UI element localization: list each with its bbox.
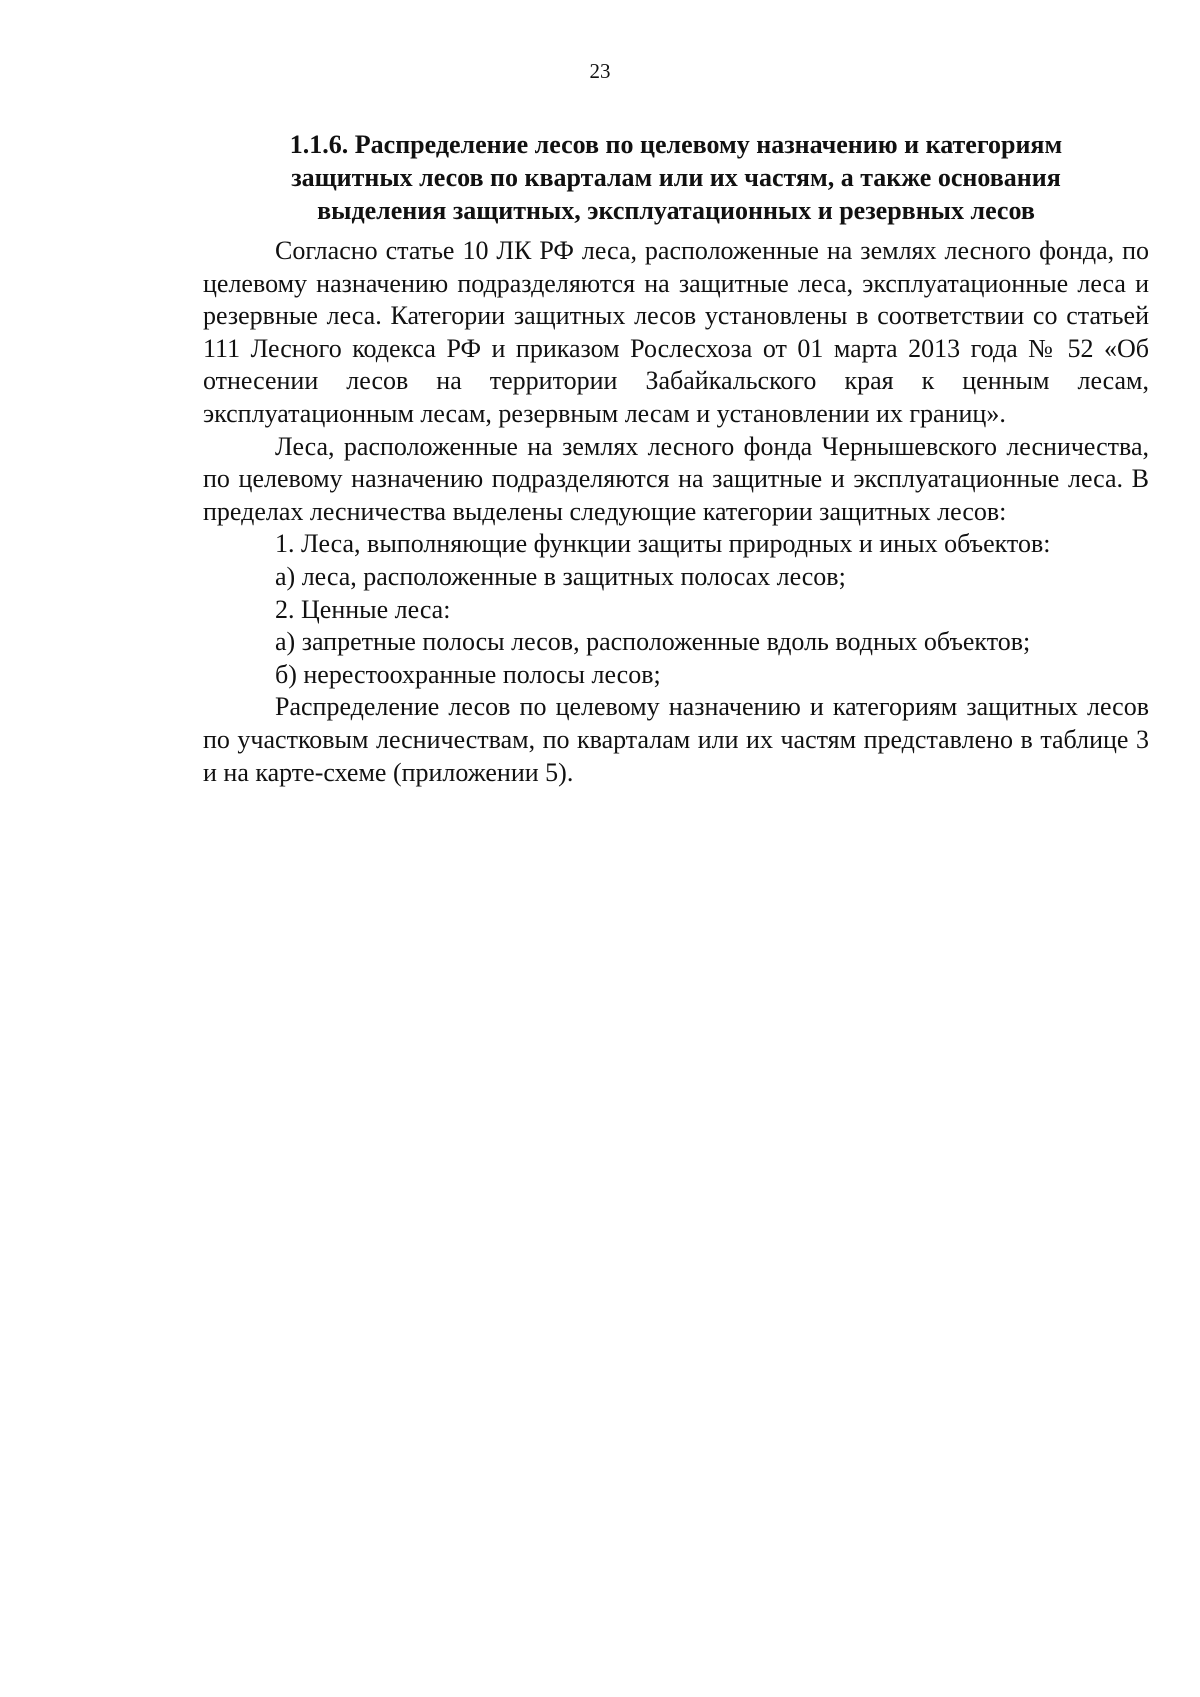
list-item-1: 1. Леса, выполняющие функции защиты природных и иных объектов: (275, 529, 1051, 559)
paragraph-article-10: Согласно статье 10 ЛК РФ леса, расположенные на землях лесного фонда, по целевому назначению подразделяются на защитные леса, эксплуатационные леса и резервные леса. Категории защитных лесов установлены в соответствии со статьей 111 Лесного кодекса РФ и приказом Рослесхоза от 01 марта 2013 года № 52 «Об отнесении лесов на территории Забайкальского края к ценным лесам, эксплуатационным лесам, резервным лесам и установлении их границ». (203, 236, 1149, 428)
page-number: 23 (589, 59, 611, 83)
paragraph-chernyshevsk-forestry: Леса, расположенные на землях лесного фонда Чернышевского лесничества, по целевому назначению подразделяются на защитные и эксплуатационные леса. В пределах лесничества выделены следующие категории защитных лесов: (203, 431, 1149, 526)
list-item-2: 2. Ценные леса: (275, 594, 451, 624)
section-heading (203, 128, 1149, 227)
section-heading-line-3: выделения защитных, эксплуатационных и резервных лесов (317, 196, 1035, 225)
paragraph-distribution-table-ref: Распределение лесов по целевому назначению и категориям защитных лесов по участковым лесничествам, по кварталам или их частям представлено в таблице 3 и на карте-схеме (приложении 5). (203, 692, 1149, 787)
list-item-1a: а) леса, расположенные в защитных полосах лесов; (275, 561, 846, 591)
list-item-2b: б) нерестоохранные полосы лесов; (275, 659, 661, 689)
page-content (203, 128, 1149, 789)
section-heading-line-2: защитных лесов по кварталам или их частям, а также основания (291, 163, 1061, 192)
section-heading-line-1: 1.1.6. Распределение лесов по целевому назначению и категориям (289, 130, 1063, 159)
list-item-2a: а) запретные полосы лесов, расположенные вдоль водных объектов; (275, 627, 1031, 657)
